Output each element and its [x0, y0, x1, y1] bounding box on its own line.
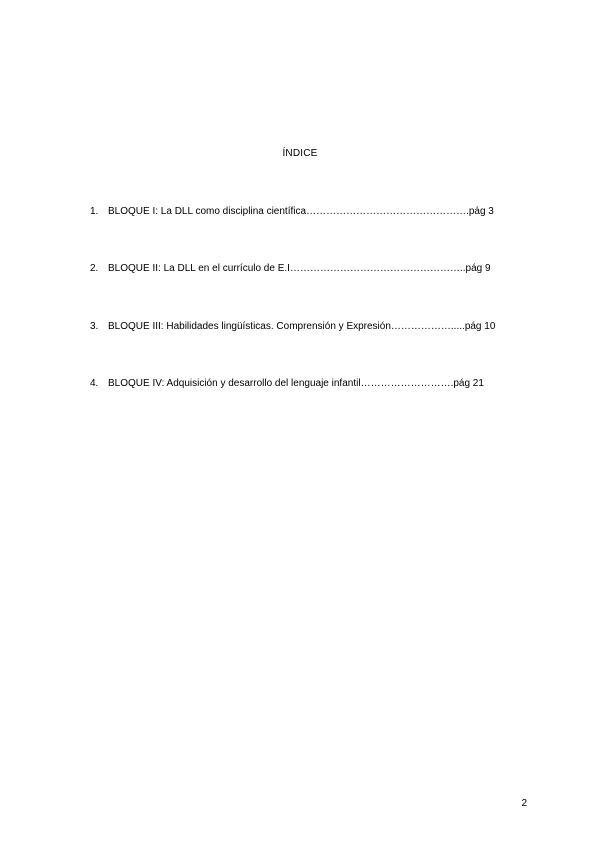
toc-entry-page: pág 9: [465, 263, 491, 274]
toc-entry-page: pág 10: [464, 321, 496, 332]
toc-entry-leader: ……………………………………………..: [289, 263, 466, 274]
toc-entry-page: pág 3: [468, 206, 494, 217]
toc-entry-1[interactable]: [90, 205, 526, 219]
toc-entry-text: BLOQUE II: La DLL en el currículo de E.I: [108, 263, 290, 274]
toc-entry-number: 4.: [90, 378, 99, 389]
toc-entry-text: BLOQUE III: Habilidades lingüísticas. Comprensión y Expresión: [108, 321, 391, 332]
page-number: 2: [521, 798, 527, 809]
toc-entry-number: 3.: [90, 321, 99, 332]
toc-entry-4[interactable]: [90, 377, 526, 391]
toc-entry-leader: ……………………….: [360, 378, 454, 389]
toc-entry-text: BLOQUE IV: Adquisición y desarrollo del lenguaje infantil: [108, 378, 361, 389]
toc-entry-page: pág 21: [453, 378, 484, 389]
toc-entry-number: 2.: [90, 263, 99, 274]
toc-entry-leader: ………………………………………….: [306, 206, 469, 217]
page-title: ÍNDICE: [282, 148, 318, 159]
toc-entry-leader: ……………….....: [390, 321, 465, 332]
toc-entry-3[interactable]: [90, 320, 526, 334]
toc-entry-number: 1.: [90, 206, 99, 217]
toc-entry-text: BLOQUE I: La DLL como disciplina científica: [108, 206, 307, 217]
toc-entry-2[interactable]: [90, 262, 526, 276]
